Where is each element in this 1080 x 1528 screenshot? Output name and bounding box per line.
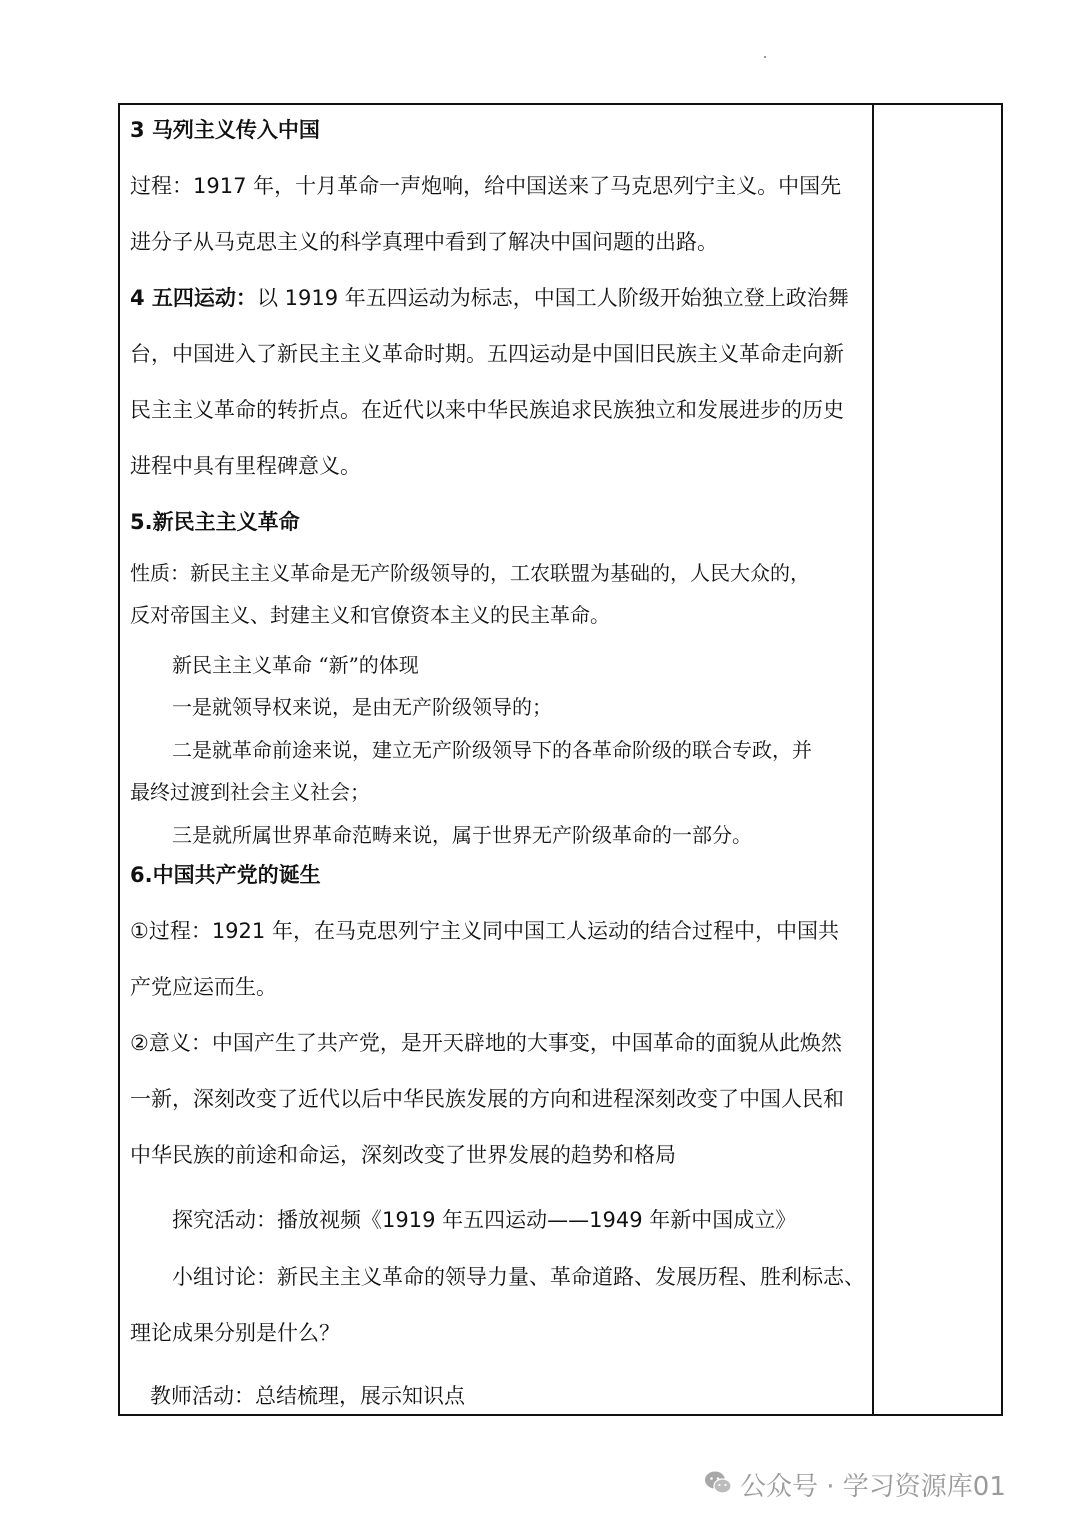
paragraph-line: 三是就所属世界革命范畴来说，属于世界无产阶级革命的一部分。 — [172, 823, 752, 847]
paragraph-line: 台，中国进入了新民主主义革命时期。五四运动是中国旧民族主义革命走向新 — [130, 342, 844, 366]
paragraph-text: 以 1919 年五四运动为标志，中国工人阶级开始独立登上政治舞 — [256, 286, 849, 310]
paragraph-line: 产党应运而生。 — [130, 975, 277, 999]
paragraph-line: 过程：1917 年，十月革命一声炮响，给中国送来了马克思列宁主义。中国先 — [130, 174, 842, 198]
paragraph-line: 反对帝国主义、封建主义和官僚资本主义的民主革命。 — [130, 603, 610, 627]
stray-dot — [764, 56, 766, 58]
wechat-icon — [704, 1470, 732, 1496]
activity-group-discussion: 小组讨论：新民主主义革命的领导力量、革命道路、发展历程、胜利标志、 — [172, 1265, 865, 1289]
paragraph-line: 性质：新民主主义革命是无产阶级领导的，工农联盟为基础的，人民大众的， — [130, 561, 810, 585]
column-divider — [872, 103, 874, 1416]
activity-explore: 探究活动：播放视频《1919 年五四运动——1949 年新中国成立》 — [172, 1208, 797, 1232]
paragraph-line: ②意义：中国产生了共产党，是开天辟地的大事变，中国革命的面貌从此焕然 — [130, 1031, 842, 1055]
paragraph-line: 二是就革命前途来说，建立无产阶级领导下的各革命阶级的联合专政，并 — [172, 738, 812, 762]
paragraph-line: 进程中具有里程碑意义。 — [130, 454, 361, 478]
activity-teacher: 教师活动：总结梳理，展示知识点 — [150, 1384, 465, 1408]
paragraph-line-may-fourth — [130, 282, 849, 312]
paragraph-line: 一新，深刻改变了近代以后中华民族发展的方向和进程深刻改变了中国人民和 — [130, 1087, 844, 1111]
subheading-new-aspect: 新民主主义革命 “新”的体现 — [172, 653, 419, 677]
watermark-label: 公众号 · 学习资源库01 — [740, 1472, 1006, 1502]
paragraph-line: 一是就领导权来说，是由无产阶级领导的； — [172, 695, 552, 719]
paragraph-line: 中华民族的前途和命运，深刻改变了世界发展的趋势和格局 — [130, 1143, 676, 1167]
heading-marxism: 3 马列主义传入中国 — [130, 118, 320, 142]
paragraph-line: 民主主义革命的转折点。在近代以来中华民族追求民族独立和发展进步的历史 — [130, 398, 844, 422]
heading-may-fourth: 4 五四运动： — [130, 286, 257, 310]
paragraph-line: 进分子从马克思主义的科学真理中看到了解决中国问题的出路。 — [130, 230, 718, 254]
paragraph-line: 理论成果分别是什么？ — [130, 1321, 340, 1345]
paragraph-line: 最终过渡到社会主义社会； — [130, 780, 370, 804]
heading-new-democratic-revolution: 5.新民主主义革命 — [130, 510, 300, 534]
paragraph-line: ①过程：1921 年，在马克思列宁主义同中国工人运动的结合过程中，中国共 — [130, 919, 839, 943]
heading-cpc-founding: 6.中国共产党的诞生 — [130, 863, 321, 887]
